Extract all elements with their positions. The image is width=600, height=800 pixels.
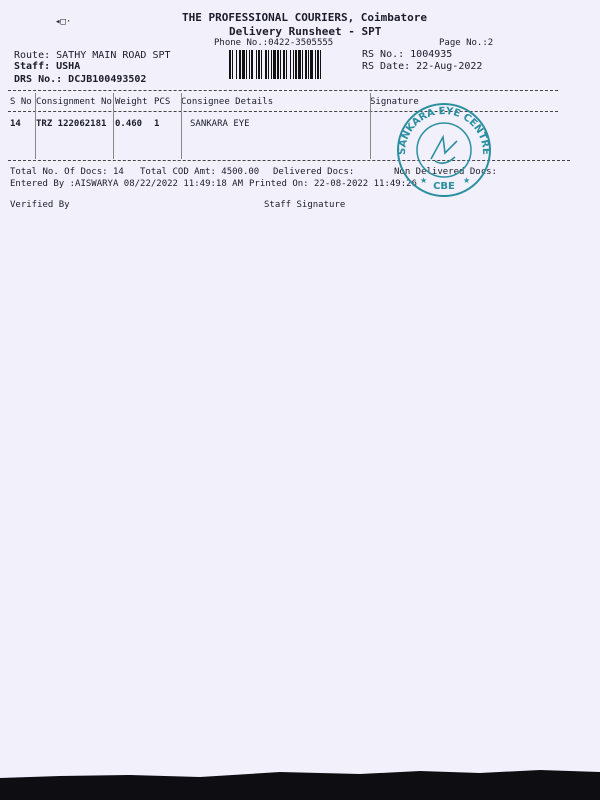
col-header-weight: Weight [115,97,148,107]
col-header-consignment: Consignment No [36,97,112,107]
rs-date: RS Date: 22-Aug-2022 [362,61,483,72]
rs-number: RS No.: 1004935 [362,49,453,60]
row-weight: 0.460 [115,119,143,129]
page-number: Page No.:2 [439,38,494,48]
verified-by: Verified By [10,200,70,210]
staff-label: Staff: USHA [14,61,81,72]
star-icon: ★ [463,176,471,185]
logo-mark-icon: ◂□· [55,17,72,27]
barcode-image [229,50,357,79]
column-divider [370,93,371,159]
staff-signature: Staff Signature [264,200,346,210]
table-top-divider [8,90,558,91]
row-consignment-no: TRZ 122062181 [36,119,107,129]
row-pcs: 1 [154,119,160,129]
entered-by: Entered By :AISWARYA 08/22/2022 11:49:18 AM [10,179,243,189]
col-header-sno: S No [10,97,32,107]
star-icon: ★ [420,176,428,185]
delivered-docs: Delivered Docs: [273,167,355,177]
runsheet-title: Delivery Runsheet - SPT [229,25,382,38]
total-cod: Total COD Amt: 4500.00 [140,167,260,177]
drs-number: DRS No.: DCJB100493502 [14,74,147,85]
row-sno: 14 [10,119,21,129]
stamp-bottom-text: CBE [433,181,455,192]
stamp-top-text: SANKARA EYE CENTRE [396,105,492,156]
row-consignee: SANKARA EYE [190,119,250,129]
route-label: Route: SATHY MAIN ROAD SPT [14,50,171,61]
col-header-pcs: PCS [154,97,171,107]
torn-edge-shadow [0,766,600,800]
phone-number: Phone No.:0422-3505555 [214,38,334,48]
company-name: THE PROFESSIONAL COURIERS, Coimbatore [182,11,428,24]
col-header-signature: Signature [370,97,419,107]
printed-on: Printed On: 22-08-2022 11:49:26 [249,179,417,189]
column-divider [113,93,114,159]
non-delivered-docs: Non Delivered Docs: [394,167,497,177]
col-header-consignee: Consignee Details [181,97,274,107]
rubber-stamp [393,101,495,199]
column-divider [181,93,182,159]
total-docs: Total No. Of Docs: 14 [10,167,124,177]
